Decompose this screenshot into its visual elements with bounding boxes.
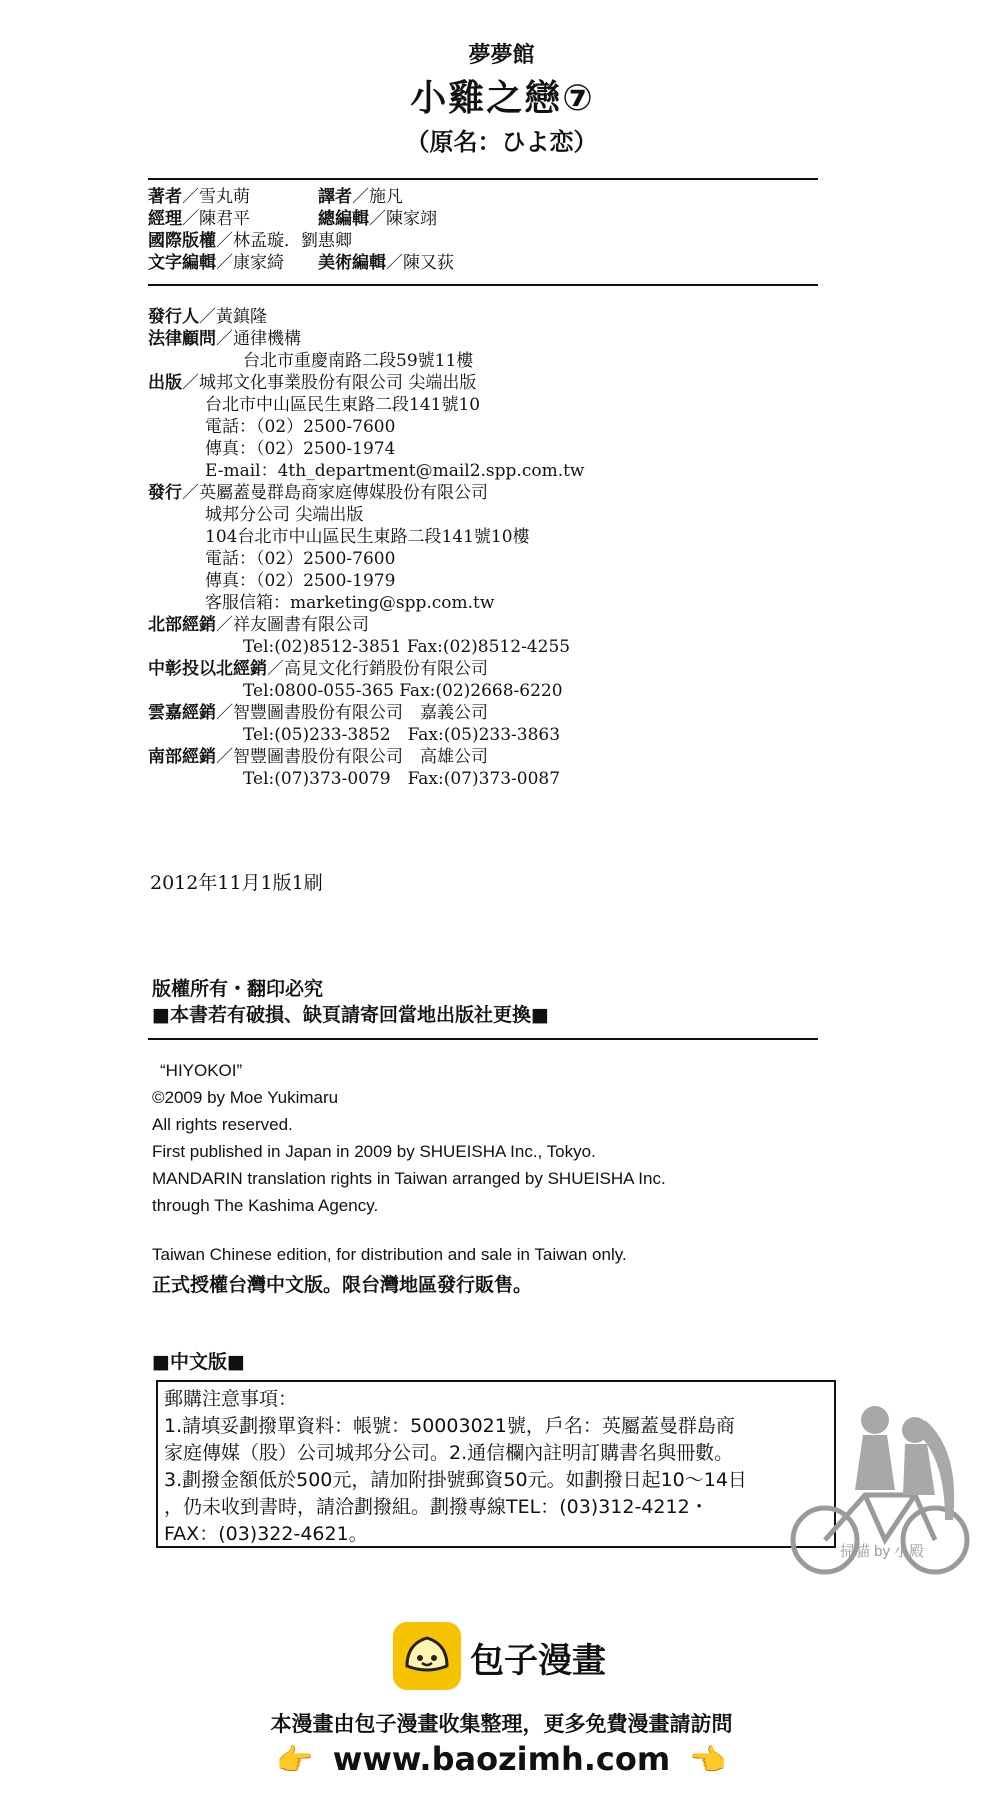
edition-date: 2012年11月1版1刷 — [150, 872, 323, 894]
central-dealer-tel: Tel:0800-055-365 Fax:(02)2668-6220 — [243, 681, 563, 701]
english-translation: MANDARIN translation rights in Taiwan arranged by SHUEISHA Inc. — [152, 1169, 666, 1188]
brand-notice: 本漫畫由包子漫畫收集整理，更多免費漫畫請訪問 — [270, 1712, 733, 1736]
mail-order-line: FAX：(03)322-4621。 — [164, 1523, 368, 1545]
pointing-left-icon: 👈 — [689, 1743, 727, 1778]
credit-art-editor: 美術編輯／陳又荻 — [318, 253, 454, 273]
distributor-service-email: 客服信箱：marketing@spp.com.tw — [205, 593, 495, 613]
volume-mark: ⑦ — [562, 78, 593, 119]
divider-english — [148, 1038, 818, 1040]
publisher-series: 夢夢館 — [468, 43, 535, 68]
english-copyright: ©2009 by Moe Yukimaru — [152, 1088, 339, 1107]
distributor-address: 104台北市中山區民生東路二段141號10樓 — [205, 527, 530, 547]
chiayi-dealer: 雲嘉經銷／智豐圖書股份有限公司 嘉義公司 — [148, 703, 488, 723]
north-dealer-tel: Tel:(02)8512-3851 Fax:(02)8512-4255 — [243, 637, 571, 657]
distributor-phone: 電話：（02）2500-7600 — [205, 549, 396, 569]
credit-rights: 國際版權／林孟璇．劉惠卿 — [148, 231, 352, 251]
distributor: 發行／英屬蓋曼群島商家庭傳媒股份有限公司 — [148, 483, 488, 503]
divider-top — [148, 178, 818, 180]
publisher-email: E-mail：4th_department@mail2.spp.com.tw — [205, 461, 585, 481]
mail-order-line: ，仍未收到書時，請洽劃撥組。劃撥專線TEL：(03)312-4212・ — [164, 1496, 709, 1518]
english-first-published: First published in Japan in 2009 by SHUEISHA Inc., Tokyo. — [152, 1142, 596, 1161]
south-dealer-tel: Tel:(07)373-0079 Fax:(07)373-0087 — [243, 769, 561, 789]
credit-author: 著者／雪丸萌 — [148, 187, 250, 207]
book-title: 小雞之戀 — [410, 78, 563, 119]
credit-translator: 譯者／施凡 — [318, 187, 403, 207]
south-dealer: 南部經銷／智豐圖書股份有限公司 高雄公司 — [148, 747, 488, 767]
publisher-phone: 電話：（02）2500-7600 — [205, 417, 396, 437]
original-title: （原名：ひよ恋） — [405, 128, 598, 156]
english-reserved: All rights reserved. — [152, 1115, 293, 1134]
credit-manager: 經理／陳君平 — [148, 209, 250, 229]
chiayi-dealer-tel: Tel:(05)233-3852 Fax:(05)233-3863 — [243, 725, 561, 745]
english-agency: through The Kashima Agency. — [152, 1196, 379, 1215]
english-title: “HIYOKOI” — [160, 1061, 243, 1080]
english-edition: Taiwan Chinese edition, for distribution and sale in Taiwan only. — [152, 1245, 627, 1264]
baozi-logo-icon — [393, 1622, 461, 1690]
authorized-cn: 正式授權台灣中文版。限台灣地區發行販售。 — [152, 1274, 533, 1296]
mail-order-heading: 郵購注意事項： — [164, 1388, 298, 1410]
copyright-cn: 版權所有・翻印必究 — [152, 978, 324, 1000]
brand-url-row — [0, 1740, 1003, 1778]
publisher: 出版／城邦文化事業股份有限公司 尖端出版 — [148, 373, 477, 393]
mail-order-line: 家庭傳媒（股）公司城邦分公司。2.通信欄內註明訂購書名與冊數。 — [164, 1442, 734, 1464]
distributor-fax: 傳真：（02）2500-1979 — [205, 571, 396, 591]
publisher-address: 台北市中山區民生東路二段141號10 — [205, 395, 481, 415]
distributor-branch: 城邦分公司 尖端出版 — [205, 505, 364, 525]
north-dealer: 北部經銷／祥友圖書有限公司 — [148, 615, 369, 635]
mail-order-line: 1.請填妥劃撥單資料：帳號：50003021號，戶名：英屬蓋曼群島商 — [164, 1415, 735, 1437]
credit-text-editor: 文字編輯／康家綺 — [148, 253, 284, 273]
brand-name: 包子漫畫 — [470, 1641, 606, 1681]
divider-credits — [148, 284, 818, 286]
watermark-text: 掃貓 by 小殿 — [840, 1543, 925, 1560]
replace-notice: ■本書若有破損、缺頁請寄回當地出版社更換■ — [152, 1004, 549, 1026]
publisher-fax: 傳真：（02）2500-1974 — [205, 439, 396, 459]
legal-address: 台北市重慶南路二段59號11樓 — [243, 351, 474, 371]
title-block — [0, 70, 1003, 121]
brand-url[interactable]: www.baozimh.com — [332, 1740, 671, 1778]
mail-order-notice — [156, 1380, 836, 1548]
issuer: 發行人／黃鎮隆 — [148, 307, 267, 327]
mail-order-line: 3.劃撥金額低於500元，請加附掛號郵資50元。如劃撥日起10～14日 — [164, 1469, 747, 1491]
pointing-right-icon: 👉 — [276, 1743, 314, 1778]
legal: 法律顧問／通律機構 — [148, 329, 301, 349]
credit-chief-editor: 總編輯／陳家翊 — [318, 209, 437, 229]
chinese-edition-label: ■中文版■ — [152, 1351, 245, 1373]
central-dealer: 中彰投以北經銷／高見文化行銷股份有限公司 — [148, 659, 488, 679]
